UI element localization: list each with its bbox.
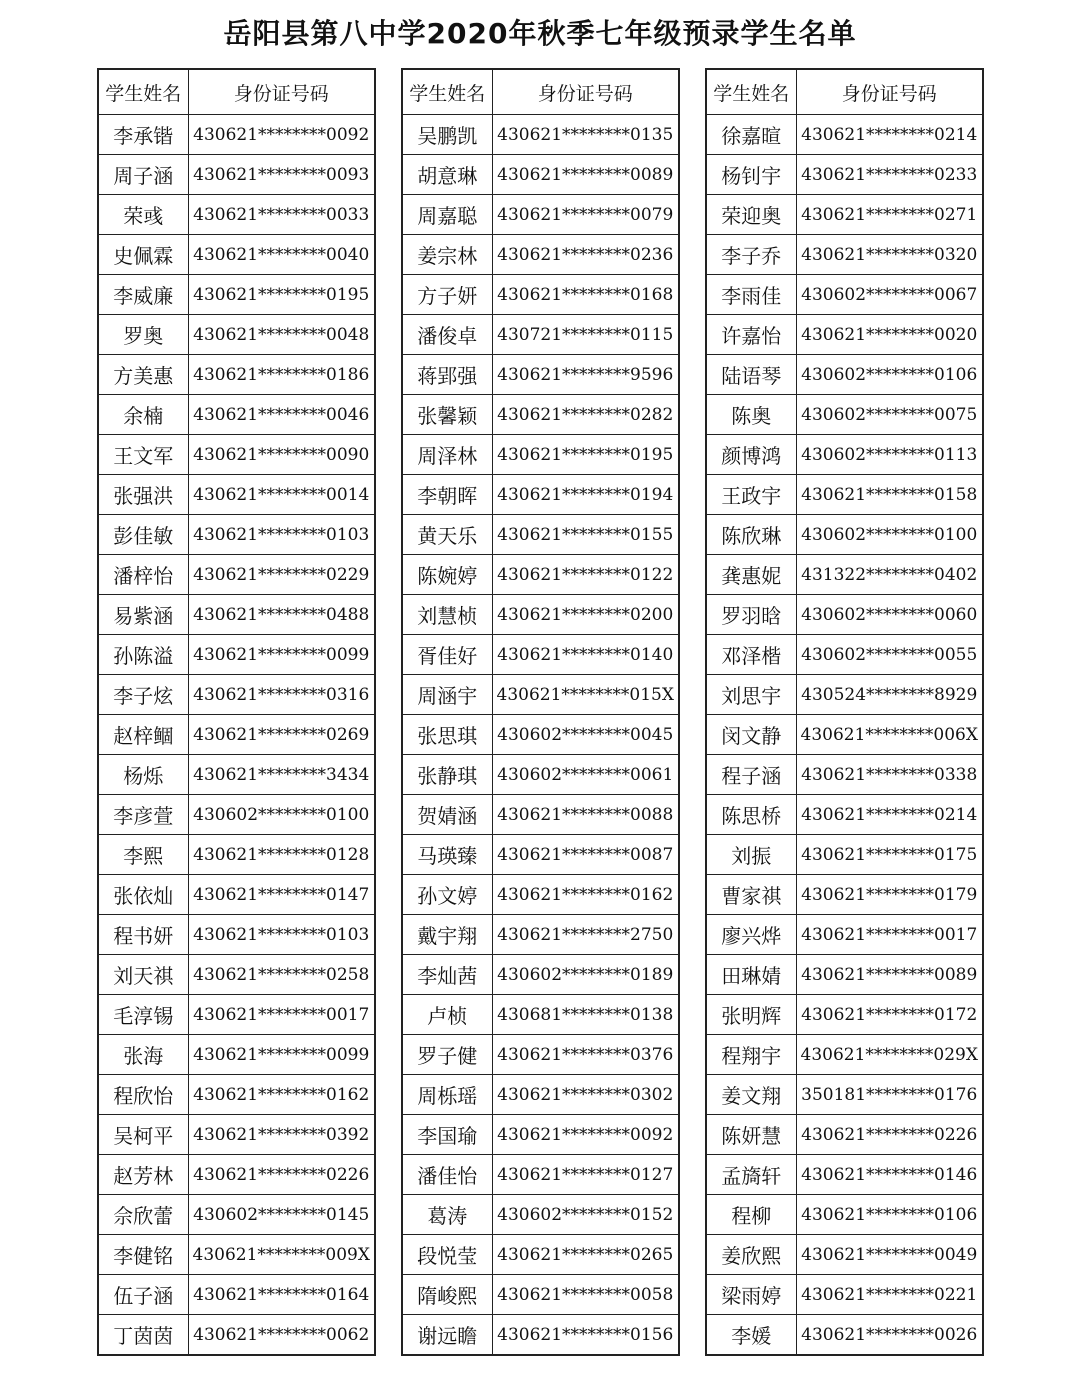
table-row [402, 115, 679, 155]
table-body [402, 115, 679, 1356]
student-name: 陈思桥 [706, 795, 796, 835]
student-name: 龚惠妮 [706, 555, 796, 595]
student-id-number: 430621********0128 [188, 835, 375, 875]
student-id-number: 430621********0093 [188, 155, 375, 195]
table-row [706, 355, 983, 395]
student-id-number: 430621********0221 [796, 1275, 983, 1315]
student-name: 孙陈溢 [98, 635, 188, 675]
table-row [706, 1275, 983, 1315]
student-id-number: 430621********0103 [188, 915, 375, 955]
student-id-number: 430621********0017 [188, 995, 375, 1035]
student-name: 颜博鸿 [706, 435, 796, 475]
student-name: 王文军 [98, 435, 188, 475]
table-row [98, 1115, 375, 1155]
student-name: 戴宇翔 [402, 915, 492, 955]
table-row [706, 635, 983, 675]
student-id-number: 430621********0269 [188, 715, 375, 755]
table-row [98, 1035, 375, 1075]
table-row [98, 1235, 375, 1275]
student-id-number: 430621********0099 [188, 635, 375, 675]
table-row [98, 555, 375, 595]
student-name: 张海 [98, 1035, 188, 1075]
student-name: 胥佳好 [402, 635, 492, 675]
student-name: 李朝晖 [402, 475, 492, 515]
id-column-header: 身份证号码 [492, 69, 679, 115]
table-row [706, 195, 983, 235]
name-column-header: 学生姓名 [402, 69, 492, 115]
student-name: 潘俊卓 [402, 315, 492, 355]
student-name: 李彦萱 [98, 795, 188, 835]
table-row [402, 515, 679, 555]
student-id-number: 430621********0090 [188, 435, 375, 475]
table-row [706, 875, 983, 915]
student-id-number: 430621********0092 [188, 115, 375, 155]
student-id-number: 430621********0033 [188, 195, 375, 235]
student-name: 张依灿 [98, 875, 188, 915]
student-id-number: 430602********0145 [188, 1195, 375, 1235]
student-id-number: 430621********0087 [492, 835, 679, 875]
student-name: 李媛 [706, 1315, 796, 1356]
student-name: 李熙 [98, 835, 188, 875]
student-name: 赵芳林 [98, 1155, 188, 1195]
student-id-number: 430621********0017 [796, 915, 983, 955]
student-name: 程书妍 [98, 915, 188, 955]
student-name: 田琳婧 [706, 955, 796, 995]
student-id-number: 430602********0067 [796, 275, 983, 315]
student-name: 佘欣蕾 [98, 1195, 188, 1235]
table-row [706, 395, 983, 435]
student-name: 毛淳锡 [98, 995, 188, 1035]
table-row [706, 795, 983, 835]
table-row [98, 315, 375, 355]
table-row [706, 835, 983, 875]
student-name: 张强洪 [98, 475, 188, 515]
student-name: 廖兴烨 [706, 915, 796, 955]
student-name: 李健铭 [98, 1235, 188, 1275]
student-table-3 [705, 68, 984, 1356]
student-id-number: 430602********0100 [796, 515, 983, 555]
table-row [706, 1315, 983, 1356]
student-id-number: 430621********3434 [188, 755, 375, 795]
table-row [98, 795, 375, 835]
student-id-number: 430621********0089 [492, 155, 679, 195]
table-row [706, 1115, 983, 1155]
student-id-number: 430621********0186 [188, 355, 375, 395]
table-row [402, 395, 679, 435]
table-row [98, 155, 375, 195]
student-name: 罗奥 [98, 315, 188, 355]
table-row [98, 475, 375, 515]
student-name: 贺婧涵 [402, 795, 492, 835]
table-row [402, 595, 679, 635]
student-name: 荣迎奥 [706, 195, 796, 235]
table-row [706, 1035, 983, 1075]
student-name: 张思琪 [402, 715, 492, 755]
table-row [402, 795, 679, 835]
table-row [402, 235, 679, 275]
student-id-number: 430602********0075 [796, 395, 983, 435]
table-row [98, 635, 375, 675]
student-id-number: 430621********0058 [492, 1275, 679, 1315]
student-id-number: 430621********0302 [492, 1075, 679, 1115]
table-row [98, 1275, 375, 1315]
table-row [706, 1195, 983, 1235]
student-id-number: 430621********0320 [796, 235, 983, 275]
student-id-number: 430621********006X [796, 715, 983, 755]
student-name: 易紫涵 [98, 595, 188, 635]
student-id-number: 430602********0189 [492, 955, 679, 995]
student-name: 李雨佳 [706, 275, 796, 315]
student-name: 李威廉 [98, 275, 188, 315]
student-id-number: 430621********0092 [492, 1115, 679, 1155]
name-column-header: 学生姓名 [706, 69, 796, 115]
student-name: 陆语琴 [706, 355, 796, 395]
student-name: 周子涵 [98, 155, 188, 195]
student-id-number: 430621********0106 [796, 1195, 983, 1235]
student-id-number: 430621********0103 [188, 515, 375, 555]
student-name: 余楠 [98, 395, 188, 435]
student-name: 李子乔 [706, 235, 796, 275]
student-id-number: 430602********0060 [796, 595, 983, 635]
student-name: 许嘉怡 [706, 315, 796, 355]
student-name: 罗羽晗 [706, 595, 796, 635]
table-row [402, 555, 679, 595]
student-id-number: 430602********0106 [796, 355, 983, 395]
student-name: 程欣怡 [98, 1075, 188, 1115]
student-name: 张馨颖 [402, 395, 492, 435]
table-row [706, 955, 983, 995]
student-name: 李国瑜 [402, 1115, 492, 1155]
table-row [98, 435, 375, 475]
student-name: 程翔宇 [706, 1035, 796, 1075]
student-id-number: 430621********2750 [492, 915, 679, 955]
student-id-number: 430621********0282 [492, 395, 679, 435]
student-id-number: 430721********0115 [492, 315, 679, 355]
table-row [402, 155, 679, 195]
student-name: 杨钊宇 [706, 155, 796, 195]
header-row [706, 69, 983, 115]
student-id-number: 430621********009X [188, 1235, 375, 1275]
student-name: 隋峻熙 [402, 1275, 492, 1315]
table-row [402, 1235, 679, 1275]
student-name: 荣彧 [98, 195, 188, 235]
student-id-number: 430621********029X [796, 1035, 983, 1075]
table-row [402, 635, 679, 675]
student-name: 陈欣琳 [706, 515, 796, 555]
table-row [98, 235, 375, 275]
table-row [706, 595, 983, 635]
table-row [402, 955, 679, 995]
student-id-number: 430621********0226 [188, 1155, 375, 1195]
student-id-number: 430621********0089 [796, 955, 983, 995]
student-id-number: 430621********0048 [188, 315, 375, 355]
student-id-number: 430621********0172 [796, 995, 983, 1035]
table-row [402, 435, 679, 475]
student-name: 史佩霖 [98, 235, 188, 275]
table-row [98, 675, 375, 715]
table-row [402, 1115, 679, 1155]
student-name: 杨烁 [98, 755, 188, 795]
table-row [402, 915, 679, 955]
student-id-number: 430621********0079 [492, 195, 679, 235]
student-id-number: 430621********0214 [796, 115, 983, 155]
student-id-number: 430621********0179 [796, 875, 983, 915]
student-name: 卢桢 [402, 995, 492, 1035]
table-row [402, 1035, 679, 1075]
student-name: 赵梓鲴 [98, 715, 188, 755]
student-id-number: 430621********0135 [492, 115, 679, 155]
table-row [402, 275, 679, 315]
student-name: 陈奥 [706, 395, 796, 435]
student-name: 梁雨婷 [706, 1275, 796, 1315]
student-id-number: 430621********0127 [492, 1155, 679, 1195]
table-row [402, 1155, 679, 1195]
table-row [706, 1235, 983, 1275]
student-id-number: 430621********0158 [796, 475, 983, 515]
student-name: 段悦莹 [402, 1235, 492, 1275]
table-row [402, 755, 679, 795]
student-name: 方美惠 [98, 355, 188, 395]
table-row [98, 1195, 375, 1235]
student-id-number: 430621********0338 [796, 755, 983, 795]
student-name: 徐嘉暄 [706, 115, 796, 155]
table-row [402, 675, 679, 715]
student-id-number: 430621********0392 [188, 1115, 375, 1155]
table-row [98, 115, 375, 155]
student-id-number: 430621********0099 [188, 1035, 375, 1075]
student-name: 胡意琳 [402, 155, 492, 195]
student-name: 李承锴 [98, 115, 188, 155]
table-row [706, 115, 983, 155]
table-row [706, 515, 983, 555]
student-id-number: 430621********0376 [492, 1035, 679, 1075]
student-name: 潘梓怡 [98, 555, 188, 595]
student-id-number: 430621********0049 [796, 1235, 983, 1275]
student-id-number: 430602********0061 [492, 755, 679, 795]
student-id-number: 430621********0062 [188, 1315, 375, 1356]
student-id-number: 350181********0176 [796, 1075, 983, 1115]
table-row [706, 435, 983, 475]
student-name: 丁茵茵 [98, 1315, 188, 1356]
student-name: 张明辉 [706, 995, 796, 1035]
student-id-number: 430621********9596 [492, 355, 679, 395]
table-row [402, 1275, 679, 1315]
student-name: 姜文翔 [706, 1075, 796, 1115]
student-id-number: 430621********0195 [492, 435, 679, 475]
student-id-number: 431322********0402 [796, 555, 983, 595]
student-id-number: 430621********0026 [796, 1315, 983, 1356]
student-id-number: 430621********0147 [188, 875, 375, 915]
table-row [98, 595, 375, 635]
student-name: 葛涛 [402, 1195, 492, 1235]
table-row [402, 1195, 679, 1235]
student-id-number: 430621********0046 [188, 395, 375, 435]
student-id-number: 430621********0271 [796, 195, 983, 235]
student-id-number: 430621********0175 [796, 835, 983, 875]
student-id-number: 430621********0162 [188, 1075, 375, 1115]
student-id-number: 430621********0194 [492, 475, 679, 515]
student-name: 曹家祺 [706, 875, 796, 915]
student-name: 伍子涵 [98, 1275, 188, 1315]
table-row [402, 1315, 679, 1356]
student-id-number: 430621********0162 [492, 875, 679, 915]
table-row [706, 715, 983, 755]
student-id-number: 430621********0040 [188, 235, 375, 275]
student-id-number: 430602********0152 [492, 1195, 679, 1235]
student-id-number: 430621********0014 [188, 475, 375, 515]
student-name: 李子炫 [98, 675, 188, 715]
table-row [706, 1075, 983, 1115]
table-row [98, 515, 375, 555]
table-row [98, 1315, 375, 1356]
table-row [402, 195, 679, 235]
student-id-number: 430621********0316 [188, 675, 375, 715]
student-name: 姜欣熙 [706, 1235, 796, 1275]
table-row [98, 1075, 375, 1115]
student-id-number: 430621********0156 [492, 1315, 679, 1356]
table-row [706, 555, 983, 595]
table-row [98, 395, 375, 435]
table-row [98, 275, 375, 315]
student-name: 刘天祺 [98, 955, 188, 995]
table-row [98, 995, 375, 1035]
student-id-number: 430602********0045 [492, 715, 679, 755]
page-title: 岳阳县第八中学2020年秋季七年级预录学生名单 [223, 17, 857, 50]
student-id-number: 430621********0229 [188, 555, 375, 595]
table-row [706, 1155, 983, 1195]
student-name: 刘振 [706, 835, 796, 875]
student-id-number: 430621********0146 [796, 1155, 983, 1195]
student-name: 孟旖轩 [706, 1155, 796, 1195]
table-row [706, 675, 983, 715]
student-id-number: 430602********0113 [796, 435, 983, 475]
table-row [98, 835, 375, 875]
student-table-1 [97, 68, 376, 1356]
student-name: 黄天乐 [402, 515, 492, 555]
student-name: 陈婉婷 [402, 555, 492, 595]
student-name: 罗子健 [402, 1035, 492, 1075]
student-id-number: 430524********8929 [796, 675, 983, 715]
student-id-number: 430621********0214 [796, 795, 983, 835]
student-name: 李灿茜 [402, 955, 492, 995]
student-id-number: 430621********0140 [492, 635, 679, 675]
table-row [98, 955, 375, 995]
header-row [98, 69, 375, 115]
student-name: 潘佳怡 [402, 1155, 492, 1195]
student-name: 程子涵 [706, 755, 796, 795]
table-row [402, 835, 679, 875]
table-row [98, 355, 375, 395]
student-name: 马瑛臻 [402, 835, 492, 875]
student-name: 陈妍慧 [706, 1115, 796, 1155]
student-id-number: 430602********0100 [188, 795, 375, 835]
table-row [98, 1155, 375, 1195]
table-body [98, 115, 375, 1356]
student-id-number: 430621********0122 [492, 555, 679, 595]
student-name: 蒋郢强 [402, 355, 492, 395]
table-row [98, 715, 375, 755]
student-id-number: 430621********0168 [492, 275, 679, 315]
table-body [706, 115, 983, 1356]
table-row [402, 315, 679, 355]
student-id-number: 430621********0155 [492, 515, 679, 555]
table-row [706, 155, 983, 195]
table-row [402, 715, 679, 755]
student-name: 吴柯平 [98, 1115, 188, 1155]
table-row [706, 235, 983, 275]
table-row [402, 1075, 679, 1115]
header-row [402, 69, 679, 115]
table-row [706, 315, 983, 355]
student-name: 谢远瞻 [402, 1315, 492, 1356]
student-name: 方子妍 [402, 275, 492, 315]
student-name: 张静琪 [402, 755, 492, 795]
table-row [706, 995, 983, 1035]
student-id-number: 430621********0195 [188, 275, 375, 315]
student-name: 程柳 [706, 1195, 796, 1235]
student-id-number: 430621********0088 [492, 795, 679, 835]
name-column-header: 学生姓名 [98, 69, 188, 115]
student-id-number: 430621********0164 [188, 1275, 375, 1315]
table-row [98, 875, 375, 915]
student-id-number: 430621********0265 [492, 1235, 679, 1275]
student-name: 刘慧桢 [402, 595, 492, 635]
student-name: 周涵宇 [402, 675, 492, 715]
table-row [402, 355, 679, 395]
student-id-number: 430621********0200 [492, 595, 679, 635]
student-name: 姜宗林 [402, 235, 492, 275]
student-name: 吴鹏凯 [402, 115, 492, 155]
student-name: 彭佳敏 [98, 515, 188, 555]
student-name: 邓泽楷 [706, 635, 796, 675]
student-name: 周嘉聪 [402, 195, 492, 235]
student-name: 周泽林 [402, 435, 492, 475]
id-column-header: 身份证号码 [188, 69, 375, 115]
student-name: 周栎瑶 [402, 1075, 492, 1115]
student-name: 闵文静 [706, 715, 796, 755]
student-id-number: 430621********0488 [188, 595, 375, 635]
table-row [98, 195, 375, 235]
student-name: 孙文婷 [402, 875, 492, 915]
table-row [706, 475, 983, 515]
table-row [98, 915, 375, 955]
table-row [402, 995, 679, 1035]
student-id-number: 430621********0226 [796, 1115, 983, 1155]
student-id-number: 430621********0233 [796, 155, 983, 195]
student-name: 刘思宇 [706, 675, 796, 715]
table-row [98, 755, 375, 795]
table-row [706, 915, 983, 955]
student-table-2 [401, 68, 680, 1356]
table-row [402, 875, 679, 915]
table-row [706, 755, 983, 795]
student-id-number: 430681********0138 [492, 995, 679, 1035]
student-id-number: 430602********0055 [796, 635, 983, 675]
student-id-number: 430621********0020 [796, 315, 983, 355]
student-id-number: 430621********015X [492, 675, 679, 715]
student-name: 王政宇 [706, 475, 796, 515]
id-column-header: 身份证号码 [796, 69, 983, 115]
student-id-number: 430621********0258 [188, 955, 375, 995]
table-row [402, 475, 679, 515]
student-id-number: 430621********0236 [492, 235, 679, 275]
table-row [706, 275, 983, 315]
